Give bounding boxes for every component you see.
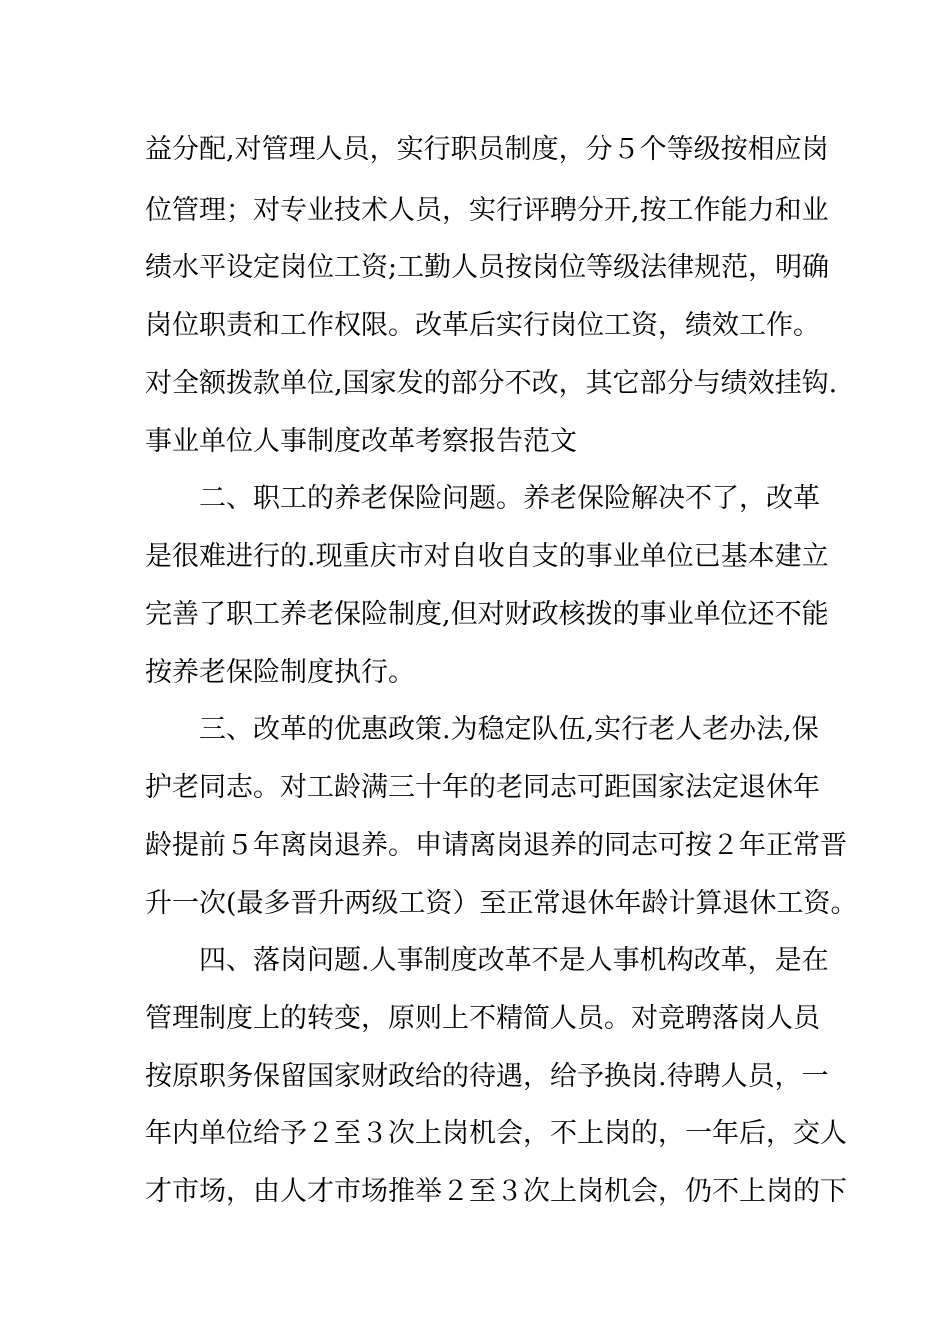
- text-line: 护老同志。对工龄满三十年的老同志可距国家法定退休年: [145, 772, 820, 803]
- text-line: 年内单位给予２至３次上岗机会，不上岗的，一年后，交人: [145, 1118, 847, 1149]
- paragraph-start-line: 四、落岗问题.人事制度改革不是人事机构改革，是在: [199, 945, 829, 976]
- text-line: 按养老保险制度执行。: [145, 657, 415, 688]
- text-line: 才市场，由人才市场推举２至３次上岗机会，仍不上岗的下: [145, 1176, 847, 1207]
- paragraph-start-line: 三、改革的优惠政策.为稳定队伍,实行老人老办法,保: [199, 714, 819, 745]
- text-line: 是很难进行的.现重庆市对自收自支的事业单位已基本建立: [145, 541, 829, 572]
- paragraph-start-line: 二、职工的养老保险问题。养老保险解决不了，改革: [199, 483, 820, 514]
- text-line: 绩水平设定岗位工资;工勤人员按岗位等级法律规范，明确: [145, 252, 830, 283]
- text-line: 管理制度上的转变，原则上不精简人员。对竞聘落岗人员: [145, 1003, 820, 1034]
- text-line: 完善了职工养老保险制度,但对财政核拨的事业单位还不能: [145, 599, 829, 630]
- text-line: 升一次(最多晋升两级工资）至正常退休年龄计算退休工资。: [145, 888, 858, 919]
- text-line: 益分配,对管理人员，实行职员制度，分５个等级按相应岗: [145, 134, 829, 165]
- text-line: 岗位职责和工作权限。改革后实行岗位工资，绩效工作。: [145, 310, 820, 341]
- text-line: 对全额拨款单位,国家发的部分不改，其它部分与绩效挂钩.: [145, 368, 838, 399]
- text-line: 按原职务保留国家财政给的待遇，给予换岗.待聘人员，一: [145, 1061, 829, 1092]
- text-line: 位管理；对专业技术人员，实行评聘分开,按工作能力和业: [145, 195, 829, 226]
- text-line: 龄提前５年离岗退养。申请离岗退养的同志可按２年正常晋: [145, 830, 847, 861]
- text-line: 事业单位人事制度改革考察报告范文: [145, 426, 577, 457]
